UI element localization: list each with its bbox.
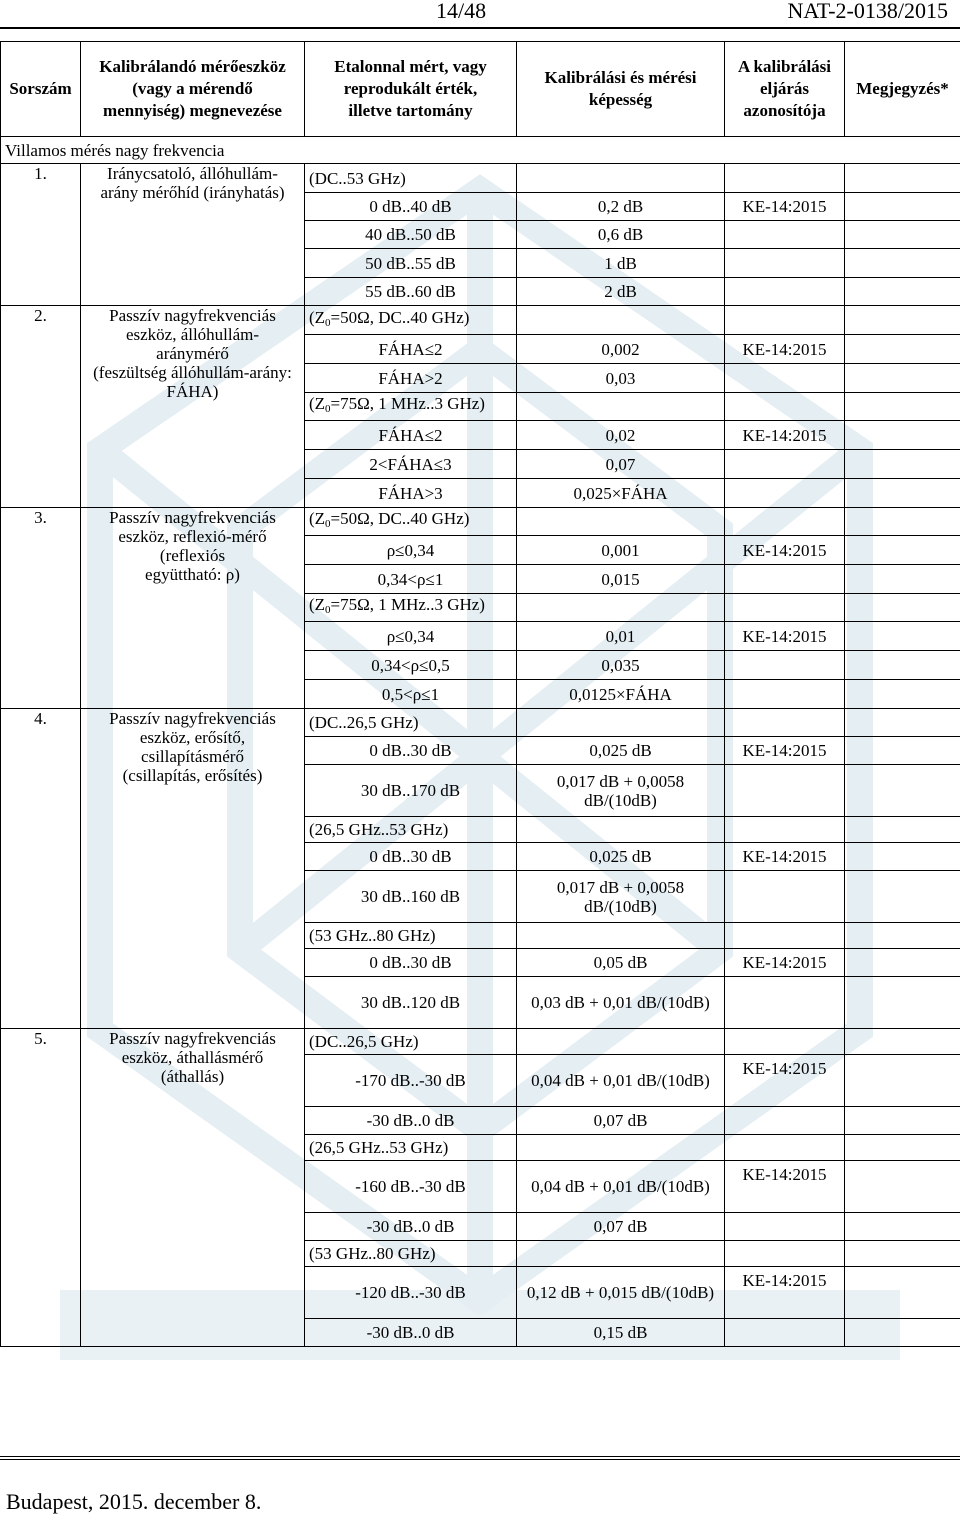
capability-cell: 2 dB	[517, 278, 725, 306]
procedure-cell: KE-14:2015	[725, 1161, 845, 1213]
item-number: 2.	[1, 306, 81, 508]
capability-cell: 0,002	[517, 335, 725, 364]
capability-cell: 0,04 dB + 0,01 dB/(10dB)	[517, 1055, 725, 1107]
header-procedure: A kalibrálási eljárás azonosítója	[725, 42, 845, 137]
item-name: Passzív nagyfrekvenciás eszköz, reflexió-mérő (reflexiós együttható: ρ)	[81, 508, 305, 709]
capability-cell: 0,03	[517, 364, 725, 393]
range-cell: FÁHA≤2	[305, 421, 517, 450]
range-cell: ρ≤0,34	[305, 536, 517, 565]
page-number: 14/48	[436, 0, 487, 23]
item-number: 4.	[1, 709, 81, 1029]
range-cell: ($Z_0=50\Omega$, DC..40 GHz)	[305, 508, 517, 536]
range-cell: -160 dB..-30 dB	[305, 1161, 517, 1213]
range-cell: -30 dB..0 dB	[305, 1107, 517, 1135]
range-cell: ($Z_0=75\Omega$, 1 MHz..3 GHz)	[305, 393, 517, 421]
capability-cell: 1 dB	[517, 249, 725, 278]
table-row	[1, 508, 960, 536]
range-cell: (53 GHz..80 GHz)	[305, 1241, 517, 1267]
header-capability: Kalibrálási és mérési képesség	[517, 42, 725, 137]
capability-cell: 0,05 dB	[517, 949, 725, 977]
table-header-row	[1, 42, 960, 137]
section-row	[1, 137, 960, 164]
procedure-cell: KE-14:2015	[725, 421, 845, 450]
capability-cell: 0,6 dB	[517, 221, 725, 249]
procedure-cell: KE-14:2015	[725, 335, 845, 364]
header-range: Etalonnal mért, vagy reprodukált érték, illetve tartomány	[305, 42, 517, 137]
capability-cell: 0,017 dB + 0,0058 dB/(10dB)	[517, 871, 725, 923]
range-cell: 40 dB..50 dB	[305, 221, 517, 249]
capability-cell: 0,02	[517, 421, 725, 450]
capability-cell: 0,025×FÁHA	[517, 479, 725, 508]
capability-cell: 0,12 dB + 0,015 dB/(10dB)	[517, 1267, 725, 1319]
table-row	[1, 1029, 960, 1055]
capability-cell: 0,025 dB	[517, 843, 725, 871]
capability-cell: 0,07	[517, 450, 725, 479]
capability-cell: 0,025 dB	[517, 737, 725, 765]
procedure-cell: KE-14:2015	[725, 843, 845, 871]
range-cell: (DC..26,5 GHz)	[305, 1029, 517, 1055]
range-cell: 30 dB..160 dB	[305, 871, 517, 923]
range-cell: FÁHA>3	[305, 479, 517, 508]
range-cell: 0 dB..40 dB	[305, 193, 517, 221]
capability-cell: 0,017 dB + 0,0058 dB/(10dB)	[517, 765, 725, 817]
range-cell: 0 dB..30 dB	[305, 949, 517, 977]
range-cell: (DC..53 GHz)	[305, 164, 517, 193]
range-cell: ($Z_0=50\Omega$, DC..40 GHz)	[305, 306, 517, 335]
item-name: Passzív nagyfrekvenciás eszköz, erősítő, csillapításmérő (csillapítás, erősítés)	[81, 709, 305, 1029]
range-cell: FÁHA≤2	[305, 335, 517, 364]
procedure-cell: KE-14:2015	[725, 536, 845, 565]
range-cell: -120 dB..-30 dB	[305, 1267, 517, 1319]
range-cell: 55 dB..60 dB	[305, 278, 517, 306]
range-cell: (26,5 GHz..53 GHz)	[305, 817, 517, 843]
table-row	[1, 306, 960, 335]
procedure-cell: KE-14:2015	[725, 622, 845, 651]
range-cell: 0,34<ρ≤1	[305, 565, 517, 594]
range-cell: 0,34<ρ≤0,5	[305, 651, 517, 680]
item-number: 5.	[1, 1029, 81, 1347]
range-cell: (53 GHz..80 GHz)	[305, 923, 517, 949]
header-note: Megjegyzés*	[845, 42, 960, 137]
capability-cell: 0,035	[517, 651, 725, 680]
capability-cell: 0,01	[517, 622, 725, 651]
section-title: Villamos mérés nagy frekvencia	[1, 137, 960, 164]
range-cell: FÁHA>2	[305, 364, 517, 393]
table-row	[1, 164, 960, 193]
range-cell: 30 dB..120 dB	[305, 977, 517, 1029]
range-cell: 0 dB..30 dB	[305, 737, 517, 765]
capability-cell: 0,04 dB + 0,01 dB/(10dB)	[517, 1161, 725, 1213]
capability-cell: 0,15 dB	[517, 1319, 725, 1347]
table-row	[1, 709, 960, 737]
procedure-cell: KE-14:2015	[725, 737, 845, 765]
footer-date: Budapest, 2015. december 8.	[6, 1489, 262, 1514]
capability-cell: 0,07 dB	[517, 1213, 725, 1241]
range-cell: 0 dB..30 dB	[305, 843, 517, 871]
item-number: 1.	[1, 164, 81, 306]
procedure-cell: KE-14:2015	[725, 1055, 845, 1107]
range-cell: ($Z_0=75\Omega$, 1 MHz..3 GHz)	[305, 594, 517, 622]
capability-cell: 0,03 dB + 0,01 dB/(10dB)	[517, 977, 725, 1029]
capability-cell: 0,2 dB	[517, 193, 725, 221]
capability-cell: 0,001	[517, 536, 725, 565]
header-sorszam: Sorszám	[1, 42, 81, 137]
range-cell: (DC..26,5 GHz)	[305, 709, 517, 737]
range-cell: ρ≤0,34	[305, 622, 517, 651]
header-rule	[0, 27, 960, 29]
item-number: 3.	[1, 508, 81, 709]
capability-cell: 0,07 dB	[517, 1107, 725, 1135]
range-cell: 0,5<ρ≤1	[305, 680, 517, 709]
capability-cell: 0,015	[517, 565, 725, 594]
item-name: Iránycsatoló, állóhullám- arány mérőhíd (irányhatás)	[81, 164, 305, 306]
procedure-cell: KE-14:2015	[725, 1267, 845, 1319]
range-cell: -30 dB..0 dB	[305, 1213, 517, 1241]
footer-rule	[0, 1456, 960, 1460]
item-name: Passzív nagyfrekvenciás eszköz, áthallásmérő (áthallás)	[81, 1029, 305, 1347]
range-cell: 30 dB..170 dB	[305, 765, 517, 817]
item-name: Passzív nagyfrekvenciás eszköz, állóhullám- aránymérő (feszültség állóhullám-arány: FÁHA)	[81, 306, 305, 508]
header-name: Kalibrálandó mérőeszköz (vagy a mérendő mennyiség) megnevezése	[81, 42, 305, 137]
range-cell: (26,5 GHz..53 GHz)	[305, 1135, 517, 1161]
range-cell: 2<FÁHA≤3	[305, 450, 517, 479]
procedure-cell: KE-14:2015	[725, 949, 845, 977]
capability-cell: 0,0125×FÁHA	[517, 680, 725, 709]
range-cell: -170 dB..-30 dB	[305, 1055, 517, 1107]
procedure-cell: KE-14:2015	[725, 193, 845, 221]
calibration-table	[0, 41, 960, 1347]
range-cell: 50 dB..55 dB	[305, 249, 517, 278]
document-code: NAT-2-0138/2015	[787, 0, 948, 23]
range-cell: -30 dB..0 dB	[305, 1319, 517, 1347]
